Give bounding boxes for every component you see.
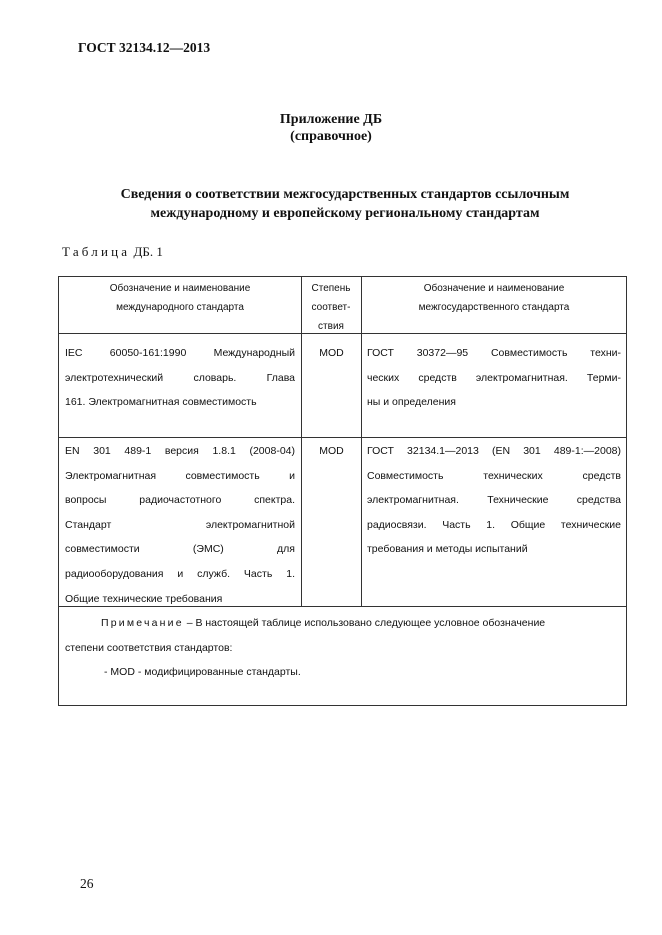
header-degree <box>301 279 361 336</box>
header-interstate-line-1: Обозначение и наименование <box>423 283 565 294</box>
table-label-number: ДБ. 1 <box>130 244 163 259</box>
row2-interstate-line-2: Совместимость технических средств <box>367 469 621 482</box>
row1-degree: MOD <box>319 347 344 359</box>
row2-interstate-line-3: электромагнитная. Технические средства <box>367 494 621 507</box>
row1-international-line-1: IEC 60050-161:1990 Международный <box>65 347 295 359</box>
header-international-line-1: Обозначение и наименование <box>109 283 251 294</box>
header-degree-line-2: соответ- <box>311 302 351 313</box>
row2-international-line-5: совместимости (ЭМС) для <box>65 543 295 556</box>
row1-interstate-line-2: ческих средств электромагнитная. Терми- <box>367 371 621 384</box>
section-title-line-2: международному и европейскому региональному стандартам <box>150 206 540 221</box>
row2-international-line-3: вопросы радиочастотного спектра. <box>65 494 295 507</box>
row1-interstate <box>367 341 621 415</box>
row1-international-line-2: электротехнический словарь. Глава <box>65 371 295 384</box>
row1-international-line-3: 161. Электромагнитная совместимость <box>65 396 257 409</box>
header-international <box>59 279 301 317</box>
document-code: ГОСТ 32134.12—2013 <box>78 40 211 55</box>
note-line-1 <box>65 611 621 636</box>
header-international-line-2: международного стандарта <box>116 302 244 313</box>
row1-interstate-line-1: ГОСТ 30372—95 Совместимость техни- <box>367 347 621 359</box>
header-degree-line-1: Степень <box>311 283 351 294</box>
row2-degree: MOD <box>319 445 344 457</box>
annex-title: Приложение ДБ <box>279 112 383 127</box>
row2-interstate <box>367 439 621 562</box>
row-divider-row1 <box>59 437 626 438</box>
row2-international-line-2: Электромагнитная совместимость и <box>65 469 295 482</box>
correspondence-table <box>58 276 627 706</box>
row2-interstate-line-5: требования и методы испытаний <box>367 543 528 556</box>
table-label-word: Таблица <box>62 244 131 259</box>
row1-international <box>65 341 295 415</box>
row2-international <box>65 439 295 611</box>
section-title-line-1: Сведения о соответствии межгосударственных стандартов ссылочным <box>120 187 570 202</box>
row2-international-line-4: Стандарт электромагнитной <box>65 518 295 531</box>
page-number: 26 <box>80 876 94 891</box>
note-line-3: - MOD - модифицированные стандарты. <box>104 666 301 679</box>
row2-international-line-7: Общие технические требования <box>65 592 223 605</box>
row2-interstate-line-4: радиосвязи. Часть 1. Общие технические <box>367 518 621 531</box>
row2-international-line-6: радиооборудования и служб. Часть 1. <box>65 567 295 580</box>
annex-type: (справочное) <box>290 129 372 144</box>
header-interstate-line-2: межгосударственного стандарта <box>418 302 570 313</box>
note-text-1: – В настоящей таблице использовано следующее условное обозначение <box>183 617 546 629</box>
note-line-2: степени соответствия стандартов: <box>65 641 233 654</box>
row2-international-line-1: EN 301 489-1 версия 1.8.1 (2008-04) <box>65 445 295 457</box>
row1-interstate-line-3: ны и определения <box>367 396 456 409</box>
table-note <box>65 611 621 685</box>
column-divider-2 <box>361 277 362 606</box>
row2-interstate-line-1: ГОСТ 32134.1—2013 (EN 301 489-1:—2008) <box>367 445 621 457</box>
header-interstate <box>361 279 627 317</box>
note-label: Примечание <box>101 617 184 629</box>
header-degree-line-3: ствия <box>318 321 344 332</box>
table-label <box>62 244 163 260</box>
